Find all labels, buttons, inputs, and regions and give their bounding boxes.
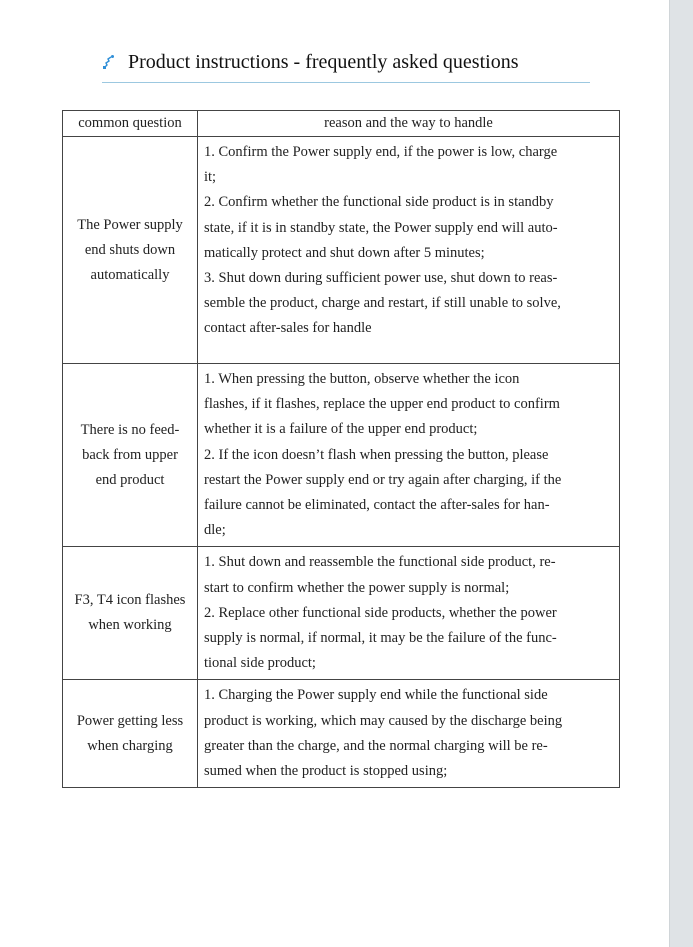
question-line: back from upper bbox=[82, 446, 178, 463]
page-title: Product instructions - frequently asked questions bbox=[128, 51, 519, 73]
answer-cell bbox=[198, 137, 620, 364]
question-cell bbox=[63, 364, 198, 547]
question-cell bbox=[63, 547, 198, 680]
answer-line: 1. When pressing the button, observe whether the icon bbox=[204, 371, 520, 387]
answer-line: state, if it is in standby state, the Power supply end will auto- bbox=[204, 219, 558, 236]
answer-line: supply is normal, if normal, it may be the failure of the func- bbox=[204, 630, 557, 647]
answer-line: flashes, if it flashes, replace the upper end product to confirm bbox=[204, 396, 560, 413]
question-line: end product bbox=[95, 471, 165, 488]
question-line: Power getting less bbox=[76, 712, 184, 729]
question-cell bbox=[63, 680, 198, 788]
answer-line: failure cannot be eliminated, contact the after-sales for han- bbox=[204, 497, 550, 514]
answer-line: 2. Confirm whether the functional side product is in standby bbox=[204, 194, 554, 211]
answer-line: start to confirm whether the power supply is normal; bbox=[204, 579, 510, 596]
question-line: end shuts down bbox=[84, 241, 176, 258]
question-cell bbox=[63, 137, 198, 364]
answer-line: 1. Shut down and reassemble the functional side product, re- bbox=[204, 554, 556, 571]
table-row bbox=[63, 547, 620, 680]
question-line: There is no feed- bbox=[80, 421, 180, 438]
question-line: when working bbox=[88, 617, 172, 634]
answer-line: 3. Shut down during sufficient power use, shut down to reas- bbox=[204, 270, 558, 287]
answer-line: it; bbox=[204, 169, 217, 186]
scrollbar[interactable] bbox=[669, 0, 693, 947]
column-header-question: common question bbox=[63, 111, 198, 137]
answer-line: product is working, which may caused by the discharge being bbox=[204, 712, 563, 729]
answer-line: semble the product, charge and restart, if still unable to solve, bbox=[204, 295, 561, 312]
page-header bbox=[102, 50, 590, 83]
answer-line: 1. Charging the Power supply end while the functional side bbox=[204, 687, 548, 704]
answer-line: 1. Confirm the Power supply end, if the power is low, charge bbox=[204, 144, 558, 160]
table-row bbox=[63, 137, 620, 364]
answer-line: 2. If the icon doesn’t flash when pressing the button, please bbox=[204, 446, 549, 463]
table-header-row bbox=[63, 111, 620, 137]
answer-line: matically protect and shut down after 5 minutes; bbox=[204, 244, 485, 261]
faq-table bbox=[62, 110, 620, 788]
question-line: automatically bbox=[90, 266, 170, 283]
question-line: when charging bbox=[87, 737, 173, 754]
answer-line: restart the Power supply end or try again after charging, if the bbox=[204, 471, 562, 488]
table-row bbox=[63, 364, 620, 547]
table-row bbox=[63, 680, 620, 788]
answer-line: 2. Replace other functional side products, whether the power bbox=[204, 604, 557, 621]
answer-line: whether it is a failure of the upper end product; bbox=[204, 421, 478, 438]
answer-line: sumed when the product is stopped using; bbox=[204, 763, 448, 780]
question-line: F3, T4 icon flashes bbox=[74, 592, 186, 609]
answer-line: tional side product; bbox=[204, 655, 316, 672]
answer-line: greater than the charge, and the normal charging will be re- bbox=[204, 737, 548, 754]
charging-cable-icon bbox=[102, 54, 118, 70]
answer-cell bbox=[198, 547, 620, 680]
answer-cell bbox=[198, 680, 620, 788]
column-header-answer: reason and the way to handle bbox=[198, 111, 620, 137]
answer-line: contact after-sales for handle bbox=[204, 320, 372, 337]
question-line: The Power supply bbox=[77, 216, 183, 233]
answer-line: dle; bbox=[204, 522, 226, 539]
answer-cell bbox=[198, 364, 620, 547]
